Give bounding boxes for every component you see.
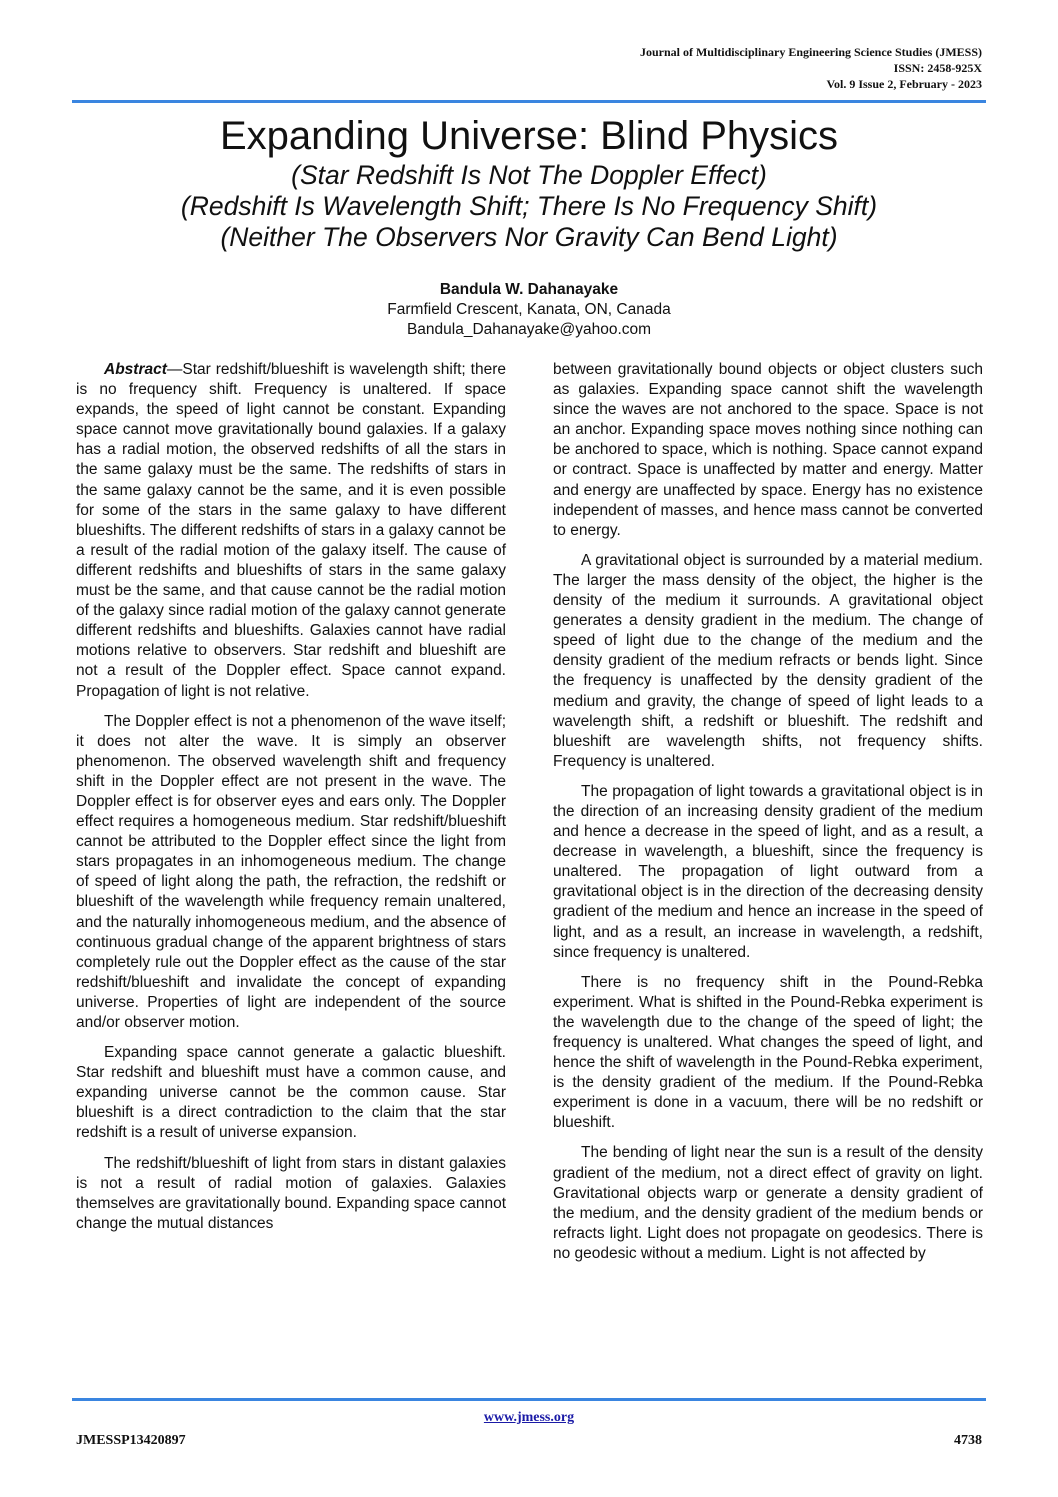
body-paragraph: There is no frequency shift in the Pound-Rebka experiment. What is shifted in the Pound-Rebka experiment is the wavelength due to the change of the speed of light; the frequency is unaltered. What changes the speed of light, and hence the shift of wavelength in the Pound-Rebka experiment, is the density gradient of the medium. If the Pound-Rebka experiment is done in a vacuum, there will be no redshift or blueshift. bbox=[553, 973, 983, 1132]
footer-divider bbox=[72, 1398, 986, 1401]
right-column bbox=[553, 360, 983, 1274]
journal-header bbox=[640, 44, 982, 92]
paper-id: JMESSP13420897 bbox=[76, 1433, 186, 1448]
body-paragraph: Expanding space cannot generate a galactic blueshift. Star redshift and blueshift must have a common cause, and expanding universe cannot be the common cause. Star blueshift is a direct contradiction to the claim that the star redshift is a result of universe expansion. bbox=[76, 1044, 506, 1142]
journal-issn: ISSN: 2458-925X bbox=[893, 61, 982, 75]
body-paragraph: The Doppler effect is not a phenomenon of the wave itself; it does not alter the wave. It is simply an observer phenomenon. The observed wavelength shift and frequency shift in the Doppler effect are not present in the wave. The Doppler effect is for observer eyes and ears only. The Doppler effect requires a homogeneous medium. Star redshift/blueshift cannot be attributed to the Doppler effect since the light from stars propagates in an inhomogeneous medium. The change of speed of light along the path, the refraction, the redshift or blueshift of the wavelength while frequency remain unaltered, and the naturally inhomogeneous medium, and the absence of continuous gradual change of the apparent brightness of stars completely rule out the Doppler effect as the cause of the star redshift/blueshift and invalidate the concept of expanding universe. Properties of light are independent of the source and/or observer motion. bbox=[76, 712, 506, 1031]
title-block bbox=[72, 112, 986, 253]
page-number: 4738 bbox=[954, 1433, 982, 1448]
abstract-text: —Star redshift/blueshift is wavelength shift; there is no frequency shift. Frequency is unaltered. If space expands, the speed of light cannot be constant. Expanding space cannot move gravitationally bound galaxies. If a galaxy has a radial motion, the observed redshifts of all the stars in the same galaxy must be the same. The redshifts of stars in the same galaxy cannot be the same, and it is even possible for some of the stars in the same galaxy to have different blueshifts. The different redshifts of stars in a galaxy cannot be a result of the radial motion of the galaxy itself. The cause of different redshifts and blueshifts of stars in the same galaxy must be the same, and that cause cannot be the radial motion of the galaxy since radial motion of the galaxy cannot generate different redshifts and blueshifts. Galaxies cannot have radial motions relative to observers. Star redshift and blueshift are not a result of the Doppler effect. Space cannot expand. Propagation of light is not relative. bbox=[76, 361, 506, 700]
body-paragraph: The redshift/blueshift of light from stars in distant galaxies is not a result of radial motion of galaxies. Galaxies themselves are gravitationally bound. Expanding space cannot change the mutual distances bbox=[76, 1154, 506, 1232]
author-address: Farmfield Crescent, Kanata, ON, Canada bbox=[387, 301, 671, 318]
paper-subtitle-3: (Neither The Observers Nor Gravity Can Bend Light) bbox=[220, 222, 838, 252]
paper-title: Expanding Universe: Blind Physics bbox=[219, 114, 839, 158]
body-paragraph: The bending of light near the sun is a result of the density gradient of the medium, not a direct effect of gravity on light. Gravitational objects warp or generate a density gradient of the medium, and the density gradient of the medium bends or refracts light. Light does not propagate on geodesics. There is no geodesic without a medium. Light is not affected by bbox=[553, 1144, 983, 1262]
abstract-label: Abstract bbox=[104, 361, 167, 378]
journal-name: Journal of Multidisciplinary Engineering Science Studies (JMESS) bbox=[639, 45, 982, 59]
left-column bbox=[76, 360, 506, 1244]
journal-volume: Vol. 9 Issue 2, February - 2023 bbox=[826, 77, 982, 91]
author-block bbox=[72, 280, 986, 340]
author-email[interactable]: Bandula_Dahanayake@yahoo.com bbox=[406, 321, 652, 338]
body-paragraph: A gravitational object is surrounded by a material medium. The larger the mass density of the object, the higher is the density of the medium it surrounds. A gravitational object generates a density gradient in the medium. The change of speed of light due to the change of the medium and the density gradient of the medium refracts or bends light. Since the frequency is unaffected by the density gradient of the medium and gravity, the change of speed of light leads to a wavelength shift, a redshift or blueshift. The redshift and blueshift are wavelength shifts, not frequency shifts. Frequency is unaltered. bbox=[553, 551, 983, 770]
paper-subtitle-2: (Redshift Is Wavelength Shift; There Is No Frequency Shift) bbox=[180, 191, 878, 221]
body-paragraph-continued: between gravitationally bound objects or object clusters such as galaxies. Expanding space cannot shift the wavelength since the waves are not anchored to the space. Space is not an anchor. Expanding space moves nothing since nothing can be anchored to space, which is nothing. Space cannot expand or contract. Space is unaffected by matter and energy. Matter and energy are unaffected by space. Energy has no existence independent of masses, and hence mass cannot be converted to energy. bbox=[553, 361, 983, 539]
paper-subtitle-1: (Star Redshift Is Not The Doppler Effect) bbox=[291, 160, 767, 190]
author-name: Bandula W. Dahanayake bbox=[439, 281, 619, 298]
abstract-paragraph bbox=[76, 360, 506, 702]
header-divider bbox=[72, 100, 986, 103]
journal-url-link[interactable]: www.jmess.org bbox=[483, 1410, 575, 1425]
body-paragraph: The propagation of light towards a gravitational object is in the direction of an increasing density gradient of the medium and hence a decrease in the speed of light, and as a result, a decrease in wavelength, a blueshift, since the frequency is unaltered. The propagation of light outward from a gravitational object is in the direction of the decreasing density gradient of the medium and hence an increase in the speed of light, and as a result, an increase in wavelength, a redshift, since frequency is unaltered. bbox=[553, 782, 983, 961]
